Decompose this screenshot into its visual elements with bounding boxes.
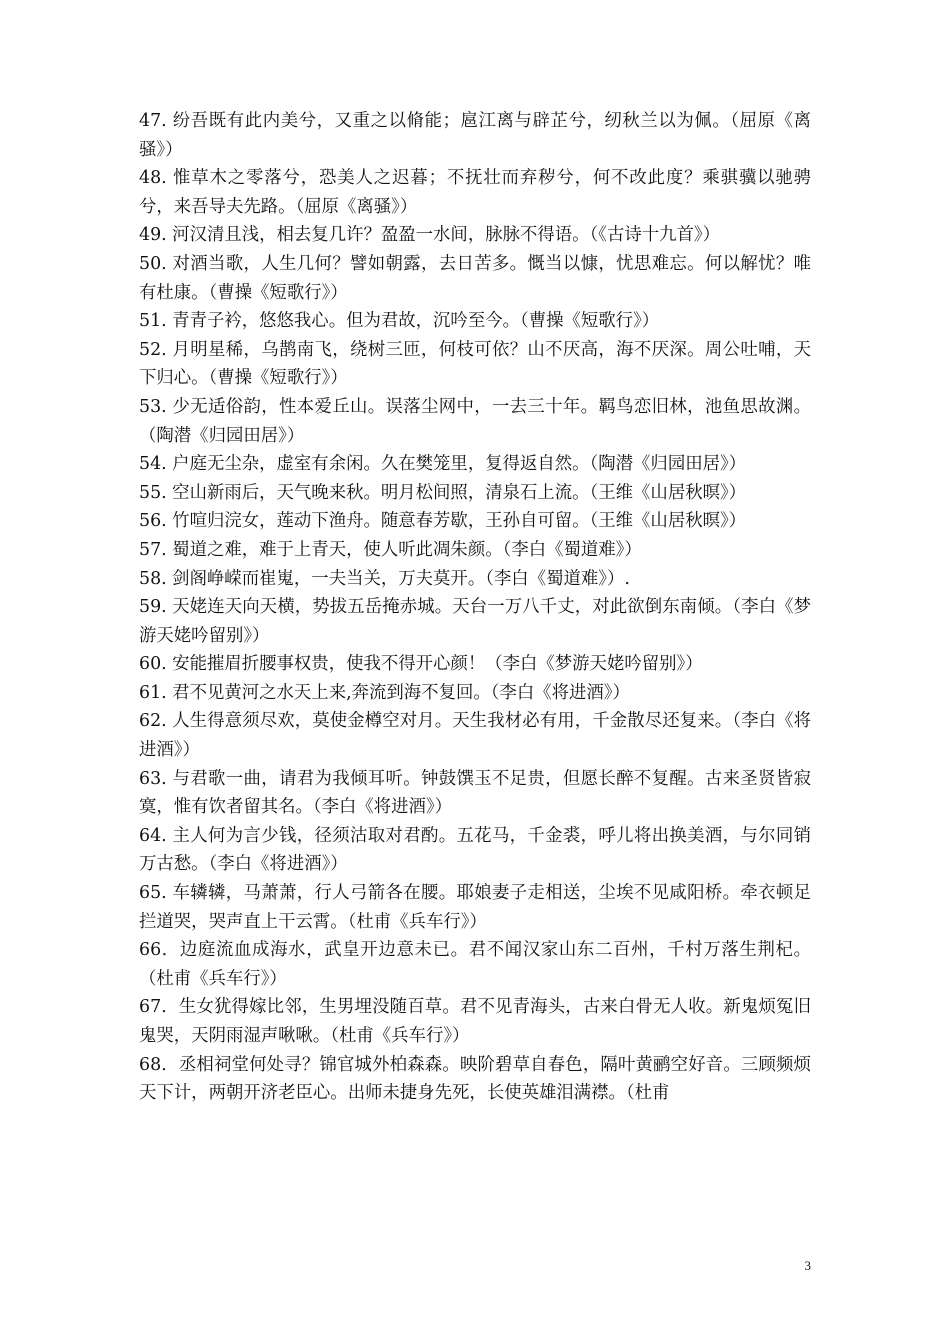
poem-entry-59: 59. 天姥连天向天横，势拔五岳掩赤城。天台一万八千丈，对此欲倒东南倾。（李白《梦游天姥吟留别》） bbox=[139, 597, 811, 646]
poem-entry-65: 65. 车辚辚，马萧萧，行人弓箭各在腰。耶娘妻子走相送，尘埃不见咸阳桥。牵衣顿足拦道哭，哭声直上干云霄。（杜甫《兵车行》） bbox=[139, 883, 811, 932]
poem-entry-61: 61. 君不见黄河之水天上来,奔流到海不复回。（李白《将进酒》） bbox=[139, 682, 630, 703]
poem-entry-66: 66．边庭流血成海水，武皇开边意未已。君不闻汉家山东二百州，千村万落生荆杞。（杜甫《兵车行》） bbox=[139, 940, 811, 989]
poem-entry-53: 53. 少无适俗韵，性本爱丘山。误落尘网中，一去三十年。羁鸟恋旧林，池鱼思故渊。（陶潜《归园田居》） bbox=[139, 396, 811, 446]
poem-entry-47: 47. 纷吾既有此内美兮，又重之以脩能；扈江离与辟芷兮，纫秋兰以为佩。（屈原《离骚》） bbox=[139, 111, 811, 160]
poem-entry-56: 56. 竹喧归浣女，莲动下渔舟。随意春芳歇，王孙自可留。（王维《山居秋暝》） bbox=[139, 511, 747, 532]
poem-entry-50: 50. 对酒当歌，人生几何？譬如朝露，去日苦多。慨当以慷，忧思难忘。何以解忧？唯有杜康。（曹操《短歌行》） bbox=[139, 253, 811, 303]
poem-entry-60: 60. 安能摧眉折腰事权贵，使我不得开心颜！（李白《梦游天姥吟留别》） bbox=[139, 654, 703, 675]
poem-entry-54: 54. 户庭无尘杂，虚室有余闲。久在樊笼里，复得返自然。（陶潜《归园田居》） bbox=[139, 454, 747, 475]
poem-entry-51: 51. 青青子衿，悠悠我心。但为君故，沉吟至今。（曹操《短歌行》） bbox=[139, 311, 660, 332]
poem-entry-55: 55. 空山新雨后，天气晚来秋。明月松间照，清泉石上流。（王维《山居秋暝》） bbox=[139, 482, 747, 503]
page-number: 3 bbox=[804, 1258, 811, 1273]
poem-entry-67: 67．生女犹得嫁比邻，生男埋没随百草。君不见青海头，古来白骨无人收。新鬼烦冤旧鬼哭，天阴雨湿声啾啾。（杜甫《兵车行》） bbox=[139, 997, 811, 1046]
poem-entry-64: 64. 主人何为言少钱，径须沽取对君酌。五花马，千金裘，呼儿将出换美酒，与尔同销万古愁。（李白《将进酒》） bbox=[139, 825, 811, 875]
poem-entry-68: 68．丞相祠堂何处寻？锦官城外柏森森。映阶碧草自春色，隔叶黄鹂空好音。三顾频烦天下计，两朝开济老臣心。出师未捷身先死，长使英雄泪满襟。（杜甫 bbox=[139, 1054, 811, 1104]
poem-entry-58: 58. 剑阁峥嵘而崔嵬，一夫当关，万夫莫开。（李白《蜀道难》）. bbox=[139, 568, 630, 589]
poem-entry-52: 52. 月明星稀，乌鹊南飞，绕树三匝，何枝可依？山不厌高，海不厌深。周公吐哺，天下归心。（曹操《短歌行》） bbox=[139, 339, 811, 389]
poem-entry-62: 62. 人生得意须尽欢，莫使金樽空对月。天生我材必有用，千金散尽还复来。（李白《将进酒》） bbox=[139, 711, 811, 761]
poem-entry-63: 63. 与君歌一曲，请君为我倾耳听。钟鼓馔玉不足贵，但愿长醉不复醒。古来圣贤皆寂寞，惟有饮者留其名。（李白《将进酒》） bbox=[139, 768, 811, 818]
poem-entry-57: 57. 蜀道之难，难于上青天，使人听此凋朱颜。（李白《蜀道难》） bbox=[139, 539, 642, 560]
poem-entry-48: 48. 惟草木之零落兮，恐美人之迟暮；不抚壮而弃秽兮，何不改此度？乘骐骥以驰骋兮，来吾导夫先路。（屈原《离骚》） bbox=[139, 168, 811, 217]
poem-entry-49: 49. 河汉清且浅，相去复几许？盈盈一水间，脉脉不得语。（《古诗十九首》） bbox=[139, 225, 720, 246]
poem-entry-list bbox=[139, 107, 811, 1108]
